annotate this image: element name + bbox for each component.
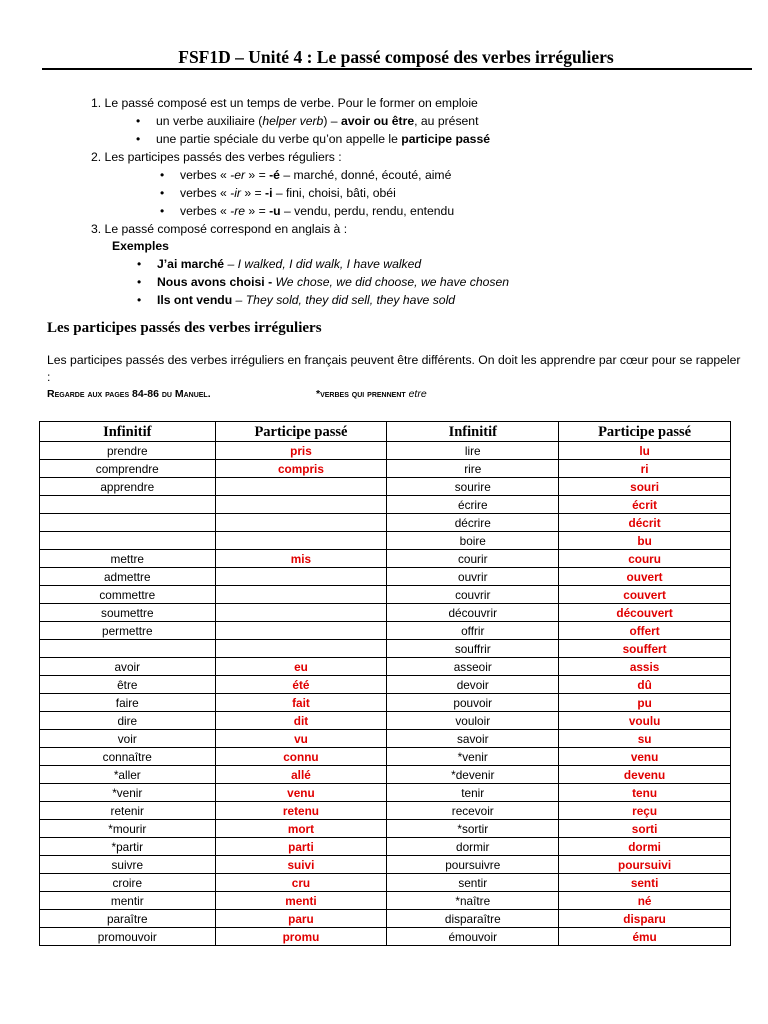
participle-cell — [215, 478, 387, 496]
participle-cell: fait — [215, 694, 387, 712]
participle-cell: découvert — [559, 604, 731, 622]
example-2: • Nous avons choisi - We chose, we did choose, we have chosen — [137, 275, 510, 289]
participle-cell: parti — [215, 838, 387, 856]
table-row — [40, 748, 731, 766]
bullet-icon: • — [160, 168, 165, 182]
participle-cell: pu — [559, 694, 731, 712]
participle-cell: ri — [559, 460, 731, 478]
table-row — [40, 496, 731, 514]
outline-item-2-bullet-1: • verbes « -er » = -é – marché, donné, écouté, aimé — [160, 168, 452, 182]
participle-cell: poursuivi — [559, 856, 731, 874]
participle-cell — [215, 496, 387, 514]
participle-cell: venu — [215, 784, 387, 802]
participle-cell: décrit — [559, 514, 731, 532]
infinitive-cell: couvrir — [387, 586, 559, 604]
infinitive-cell: *naître — [387, 892, 559, 910]
table-row — [40, 442, 731, 460]
infinitive-cell: *venir — [40, 784, 216, 802]
table-row — [40, 694, 731, 712]
table-row — [40, 514, 731, 532]
outline-item-1-bullet-1: • un verbe auxiliaire (helper verb) – avoir ou être, au présent — [136, 114, 479, 128]
table-row — [40, 874, 731, 892]
table-header-row — [40, 422, 731, 442]
participle-cell: suivi — [215, 856, 387, 874]
infinitive-cell: paraître — [40, 910, 216, 928]
participle-cell — [215, 532, 387, 550]
infinitive-cell: avoir — [40, 658, 216, 676]
participle-cell: tenu — [559, 784, 731, 802]
outline-item-1-bullet-2: • une partie spéciale du verbe qu’on appelle le participe passé — [136, 132, 491, 146]
participle-cell: offert — [559, 622, 731, 640]
participle-cell: écrit — [559, 496, 731, 514]
manual-reference: Regarde aux pages 84-86 du Manuel. — [47, 388, 211, 400]
infinitive-cell: décrire — [387, 514, 559, 532]
participle-cell: connu — [215, 748, 387, 766]
infinitive-cell: écrire — [387, 496, 559, 514]
participle-cell — [215, 604, 387, 622]
bullet-icon: • — [137, 257, 142, 271]
infinitive-cell: devoir — [387, 676, 559, 694]
column-header: Participe passé — [215, 422, 387, 442]
table-row — [40, 478, 731, 496]
infinitive-cell: *sortir — [387, 820, 559, 838]
infinitive-cell: tenir — [387, 784, 559, 802]
table-row — [40, 712, 731, 730]
examples-label: Exemples — [112, 239, 169, 253]
table-row — [40, 802, 731, 820]
infinitive-cell: souffrir — [387, 640, 559, 658]
table-row — [40, 820, 731, 838]
participle-cell: été — [215, 676, 387, 694]
participle-cell: mort — [215, 820, 387, 838]
outline-item-3: 3. Le passé composé correspond en anglais à : — [91, 222, 348, 236]
participle-cell: retenu — [215, 802, 387, 820]
section-heading: Les participes passés des verbes irréguliers — [47, 320, 322, 336]
participle-cell: souffert — [559, 640, 731, 658]
table-row — [40, 784, 731, 802]
infinitive-cell: dire — [40, 712, 216, 730]
infinitive-cell: lire — [387, 442, 559, 460]
participle-cell: bu — [559, 532, 731, 550]
participle-cell: ouvert — [559, 568, 731, 586]
participle-cell — [215, 514, 387, 532]
example-3: • Ils ont vendu – They sold, they did sell, they have sold — [137, 293, 456, 307]
outline-item-2: 2. Les participes passés des verbes réguliers : — [91, 150, 342, 164]
infinitive-cell: pouvoir — [387, 694, 559, 712]
infinitive-cell: *aller — [40, 766, 216, 784]
participle-cell: voulu — [559, 712, 731, 730]
infinitive-cell: *partir — [40, 838, 216, 856]
title-underline — [42, 68, 752, 70]
infinitive-cell: mentir — [40, 892, 216, 910]
participle-cell: pris — [215, 442, 387, 460]
participle-cell: su — [559, 730, 731, 748]
participle-cell: lu — [559, 442, 731, 460]
participle-cell: allé — [215, 766, 387, 784]
participle-cell — [215, 640, 387, 658]
table-row — [40, 838, 731, 856]
bullet-icon: • — [136, 132, 141, 146]
irregular-participles-table — [39, 421, 731, 946]
etre-verbs-note: *verbes qui prennent etre — [316, 388, 427, 400]
infinitive-cell — [40, 514, 216, 532]
table-row — [40, 568, 731, 586]
table-row — [40, 856, 731, 874]
infinitive-cell: boire — [387, 532, 559, 550]
infinitive-cell: voir — [40, 730, 216, 748]
participle-cell: promu — [215, 928, 387, 946]
infinitive-cell: mettre — [40, 550, 216, 568]
infinitive-cell: rire — [387, 460, 559, 478]
participle-cell: disparu — [559, 910, 731, 928]
infinitive-cell: comprendre — [40, 460, 216, 478]
participle-cell: compris — [215, 460, 387, 478]
table-row — [40, 460, 731, 478]
table-row — [40, 640, 731, 658]
participle-cell: assis — [559, 658, 731, 676]
bullet-icon: • — [137, 275, 142, 289]
infinitive-cell: savoir — [387, 730, 559, 748]
example-1: • J’ai marché – I walked, I did walk, I have walked — [137, 257, 422, 271]
infinitive-cell: asseoir — [387, 658, 559, 676]
participle-cell: reçu — [559, 802, 731, 820]
bullet-icon: • — [137, 293, 142, 307]
participle-cell: dit — [215, 712, 387, 730]
participle-cell: paru — [215, 910, 387, 928]
participle-cell: menti — [215, 892, 387, 910]
participle-cell: couru — [559, 550, 731, 568]
participle-cell: mis — [215, 550, 387, 568]
infinitive-cell: soumettre — [40, 604, 216, 622]
infinitive-cell: *mourir — [40, 820, 216, 838]
table-row — [40, 532, 731, 550]
participle-cell: couvert — [559, 586, 731, 604]
infinitive-cell: dormir — [387, 838, 559, 856]
participle-cell: dormi — [559, 838, 731, 856]
infinitive-cell — [40, 496, 216, 514]
infinitive-cell: vouloir — [387, 712, 559, 730]
infinitive-cell: retenir — [40, 802, 216, 820]
participle-cell — [215, 568, 387, 586]
column-header: Infinitif — [387, 422, 559, 442]
participle-cell: cru — [215, 874, 387, 892]
participle-cell: né — [559, 892, 731, 910]
infinitive-cell: offrir — [387, 622, 559, 640]
infinitive-cell: découvrir — [387, 604, 559, 622]
participle-cell: vu — [215, 730, 387, 748]
column-header: Infinitif — [40, 422, 216, 442]
participle-cell: dû — [559, 676, 731, 694]
table-row — [40, 928, 731, 946]
column-header: Participe passé — [559, 422, 731, 442]
table-row — [40, 622, 731, 640]
infinitive-cell: être — [40, 676, 216, 694]
bullet-icon: • — [160, 186, 165, 200]
infinitive-cell: commettre — [40, 586, 216, 604]
bullet-icon: • — [160, 204, 165, 218]
infinitive-cell: promouvoir — [40, 928, 216, 946]
table-row — [40, 730, 731, 748]
infinitive-cell: admettre — [40, 568, 216, 586]
outline-item-2-bullet-3: • verbes « -re » = -u – vendu, perdu, rendu, entendu — [160, 204, 455, 218]
infinitive-cell: suivre — [40, 856, 216, 874]
infinitive-cell: *venir — [387, 748, 559, 766]
participle-cell: eu — [215, 658, 387, 676]
infinitive-cell: recevoir — [387, 802, 559, 820]
infinitive-cell — [40, 532, 216, 550]
infinitive-cell: prendre — [40, 442, 216, 460]
table-row — [40, 766, 731, 784]
infinitive-cell: poursuivre — [387, 856, 559, 874]
infinitive-cell: *devenir — [387, 766, 559, 784]
section-intro: Les participes passés des verbes irréguliers en français peuvent être différents. On doit les apprendre par cœur pour se rappeler : — [47, 353, 741, 384]
infinitive-cell: connaître — [40, 748, 216, 766]
infinitive-cell: courir — [387, 550, 559, 568]
page-title: FSF1D – Unité 4 : Le passé composé des verbes irréguliers — [178, 47, 614, 67]
table-row — [40, 604, 731, 622]
participle-cell: senti — [559, 874, 731, 892]
participle-cell — [215, 622, 387, 640]
table-row — [40, 658, 731, 676]
participle-cell — [215, 586, 387, 604]
bullet-icon: • — [136, 114, 141, 128]
infinitive-cell: permettre — [40, 622, 216, 640]
participle-cell: souri — [559, 478, 731, 496]
participle-cell: devenu — [559, 766, 731, 784]
participle-cell: sorti — [559, 820, 731, 838]
infinitive-cell: croire — [40, 874, 216, 892]
infinitive-cell: disparaître — [387, 910, 559, 928]
table-row — [40, 586, 731, 604]
table-row — [40, 676, 731, 694]
table-row — [40, 892, 731, 910]
outline-item-2-bullet-2: • verbes « -ir » = -i – fini, choisi, bâti, obéi — [160, 186, 396, 200]
infinitive-cell: ouvrir — [387, 568, 559, 586]
participle-cell: venu — [559, 748, 731, 766]
infinitive-cell — [40, 640, 216, 658]
outline-item-1: 1. Le passé composé est un temps de verbe. Pour le former on emploie — [91, 96, 478, 110]
infinitive-cell: faire — [40, 694, 216, 712]
table-row — [40, 550, 731, 568]
participle-cell: ému — [559, 928, 731, 946]
table-row — [40, 910, 731, 928]
infinitive-cell: sourire — [387, 478, 559, 496]
infinitive-cell: sentir — [387, 874, 559, 892]
infinitive-cell: apprendre — [40, 478, 216, 496]
infinitive-cell: émouvoir — [387, 928, 559, 946]
